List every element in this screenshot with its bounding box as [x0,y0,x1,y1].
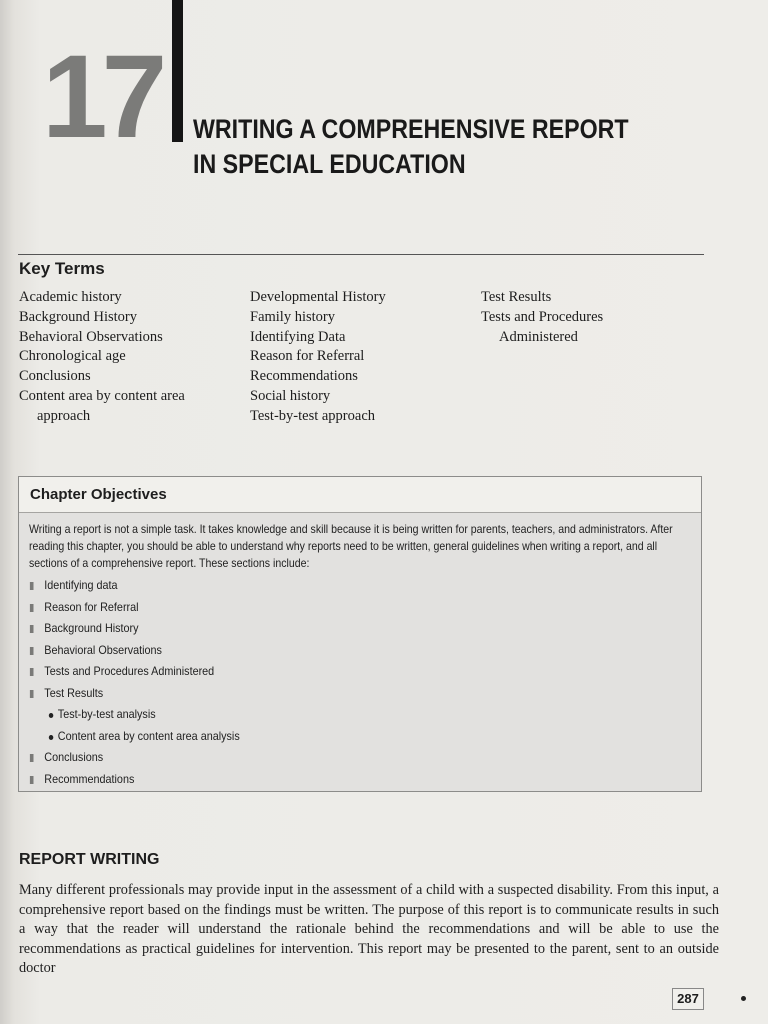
key-term: Family history [250,308,335,325]
key-terms-column-2 [250,288,386,427]
key-terms-rule [18,254,704,255]
chapter-title-line-1: WRITING A COMPREHENSIVE REPORT [193,114,629,144]
round-bullet-icon [49,713,54,718]
key-term: Reason for Referral [250,348,365,365]
objective-item: Tests and Procedures Administered [29,661,614,683]
key-term-continuation: Administered [499,328,578,345]
chapter-objectives-box [18,476,702,792]
square-bullet-icon [30,776,34,784]
objectives-intro: Writing a report is not a simple task. It takes knowledge and skill because it is being written for parents, teachers, and administrators. After reading this chapter, you should be able to understand why reports need to be written, general guidelines when writing a report, and all sections of a comprehensive report. These sections include: [29,522,673,570]
body-paragraph: Many different professionals may provide input in the assessment of a child with a suspected disability. From this input, a comprehensive report based on the findings must be written. The purpose of this report is to communicate results in such a way that the reader will understand the rationale behind the recommendations and will be able to use the recommendations as practical guidelines for intervention. This report may be presented to the parent, sent to an outside doctor [19,882,719,977]
objectives-heading: Chapter Objectives [30,486,167,503]
page-number: 287 [672,988,704,1010]
square-bullet-icon [30,754,34,762]
objectives-body [29,521,679,790]
key-terms-column-3 [481,288,603,347]
key-term: Developmental History [250,289,386,305]
section-heading-report-writing: REPORT WRITING [19,851,160,868]
page-dot-mark [741,996,746,1001]
round-bullet-icon [49,735,54,740]
objectives-header [19,477,701,513]
objective-item: Conclusions [29,747,614,769]
key-term: Content area by content area [19,387,185,404]
objective-subitem: Test-by-test analysis [29,704,614,726]
chapter-title [193,112,657,182]
key-terms-heading: Key Terms [19,259,105,278]
square-bullet-icon [30,668,34,676]
objective-item: Background History [29,618,614,640]
objective-item: Reason for Referral [29,597,614,619]
key-term: Background History [19,308,137,325]
key-term: Test-by-test approach [250,407,376,424]
square-bullet-icon [30,647,34,655]
square-bullet-icon [30,625,34,633]
key-term: Test Results [481,289,552,305]
objective-item: Recommendations [29,769,614,791]
chapter-number: 17 [42,31,162,163]
objective-item: Behavioral Observations [29,640,614,662]
chapter-divider [172,0,183,142]
key-term: Tests and Procedures [481,308,604,325]
square-bullet-icon [30,582,34,590]
key-term: Behavioral Observations [19,328,163,345]
objectives-list [29,575,679,790]
key-term: Conclusions [19,368,91,385]
chapter-title-line-2: IN SPECIAL EDUCATION [193,149,466,179]
key-term-continuation: approach [37,407,91,424]
key-term: Chronological age [19,348,126,365]
key-term: Social history [250,387,331,404]
objective-subitem: Content area by content area analysis [29,726,614,748]
square-bullet-icon [30,604,34,612]
objective-item: Test Results [29,683,614,705]
objective-item: Identifying data [29,575,614,597]
key-term: Academic history [19,289,122,305]
key-term: Recommendations [250,368,358,385]
square-bullet-icon [30,690,34,698]
key-terms-column-1 [19,288,185,427]
key-term: Identifying Data [250,328,346,345]
